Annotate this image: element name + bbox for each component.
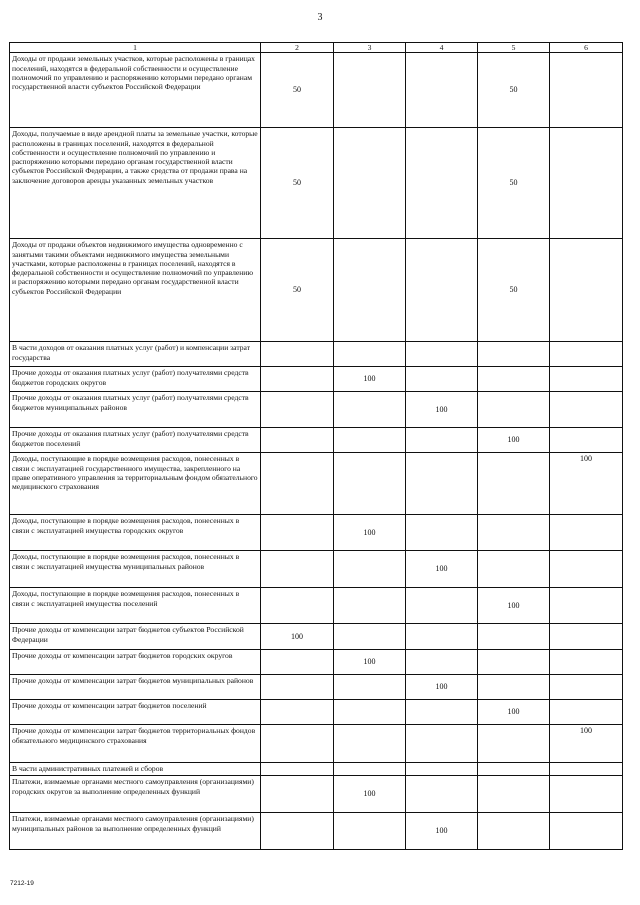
cell-value	[478, 453, 550, 515]
row-description: Доходы, поступающие в порядке возмещения расходов, понесенных в связи с эксплуатацией имущества поселений	[10, 588, 261, 624]
row-description: Доходы от продажи объектов недвижимого имущества одновременно с занятыми такими объектами недвижимого имущества земельными участками, которые расположены в границах поселений, находятся в федеральной собственности и осуществление полномочий по управлению и распоряжению которыми передано органам государственной власти субъектов Российской Федерации	[10, 239, 261, 342]
cell-value	[550, 551, 623, 588]
cell-value: 100	[334, 650, 406, 675]
cell-value	[478, 367, 550, 392]
table-row	[10, 428, 623, 453]
row-description: Платежи, взимаемые органами местного самоуправления (организациями) городских округов за выполнение определенных функций	[10, 776, 261, 813]
row-description: Прочие доходы от компенсации затрат бюджетов территориальных фондов обязательного медицинского страхования	[10, 725, 261, 763]
cell-value: 100	[406, 813, 478, 850]
col-header: 5	[478, 43, 550, 53]
cell-value	[406, 128, 478, 239]
page-number: 3	[317, 12, 323, 23]
row-description: Доходы от продажи земельных участков, которые расположены в границах поселений, находятся в федеральной собственности и осуществление полномочий по управлению и распоряжению которыми передано органам государственной власти субъектов Российской Федерации	[10, 53, 261, 128]
table-row	[10, 392, 623, 428]
cell-value	[334, 342, 406, 367]
cell-value	[478, 813, 550, 850]
table-row	[10, 367, 623, 392]
cell-value	[478, 392, 550, 428]
cell-value	[478, 551, 550, 588]
table-row	[10, 650, 623, 675]
cell-value	[550, 675, 623, 700]
cell-value	[334, 700, 406, 725]
cell-value	[261, 700, 334, 725]
cell-value	[550, 776, 623, 813]
row-description: Прочие доходы от оказания платных услуг (работ) получателями средств бюджетов поселений	[10, 428, 261, 453]
cell-value	[550, 428, 623, 453]
cell-value	[261, 392, 334, 428]
cell-value	[406, 453, 478, 515]
cell-value	[550, 624, 623, 650]
cell-value: 100	[478, 588, 550, 624]
cell-value	[550, 700, 623, 725]
col-header: 2	[261, 43, 334, 53]
cell-value	[478, 725, 550, 763]
col-header: 3	[334, 43, 406, 53]
cell-value	[406, 588, 478, 624]
row-description: Доходы, поступающие в порядке возмещения расходов, понесенных в связи с эксплуатацией государственного имущества, закрепленного на праве оперативного управления за территориальным фондом обязательного медицинского страхования	[10, 453, 261, 515]
col-header: 6	[550, 43, 623, 53]
cell-value	[550, 239, 623, 342]
cell-value	[406, 239, 478, 342]
cell-value	[334, 53, 406, 128]
cell-value	[406, 650, 478, 675]
cell-value	[478, 675, 550, 700]
cell-value	[406, 53, 478, 128]
cell-value	[261, 367, 334, 392]
cell-value	[261, 776, 334, 813]
table-row	[10, 725, 623, 763]
cell-value: 100	[334, 776, 406, 813]
cell-value	[334, 813, 406, 850]
cell-value	[334, 675, 406, 700]
cell-value	[550, 128, 623, 239]
cell-value: 100	[334, 515, 406, 551]
row-description: Платежи, взимаемые органами местного самоуправления (организациями) муниципальных районов за выполнение определенных функций	[10, 813, 261, 850]
table-row	[10, 588, 623, 624]
cell-value	[334, 551, 406, 588]
cell-value	[550, 392, 623, 428]
cell-value	[261, 675, 334, 700]
cell-value	[550, 367, 623, 392]
cell-value: 100	[550, 725, 623, 763]
cell-value: 50	[478, 53, 550, 128]
table-row	[10, 551, 623, 588]
cell-value	[550, 763, 623, 776]
cell-value	[261, 588, 334, 624]
cell-value: 100	[261, 624, 334, 650]
cell-value	[550, 813, 623, 850]
table-row	[10, 128, 623, 239]
table-row	[10, 700, 623, 725]
cell-value	[406, 763, 478, 776]
row-description: Прочие доходы от оказания платных услуг (работ) получателями средств бюджетов городских округов	[10, 367, 261, 392]
col-header: 1	[10, 43, 261, 53]
cell-value	[334, 453, 406, 515]
cell-value	[406, 428, 478, 453]
row-description: Прочие доходы от оказания платных услуг (работ) получателями средств бюджетов муниципальных районов	[10, 392, 261, 428]
cell-value	[406, 776, 478, 813]
row-description: Прочие доходы от компенсации затрат бюджетов городских округов	[10, 650, 261, 675]
table-row	[10, 813, 623, 850]
cell-value	[478, 763, 550, 776]
cell-value	[406, 624, 478, 650]
cell-value	[334, 428, 406, 453]
table-row	[10, 675, 623, 700]
cell-value	[334, 763, 406, 776]
cell-value	[406, 725, 478, 763]
cell-value	[478, 515, 550, 551]
cell-value	[334, 624, 406, 650]
table-row	[10, 53, 623, 128]
cell-value: 100	[478, 700, 550, 725]
cell-value: 50	[261, 128, 334, 239]
cell-value	[406, 700, 478, 725]
cell-value	[261, 725, 334, 763]
cell-value	[478, 776, 550, 813]
row-description: Прочие доходы от компенсации затрат бюджетов поселений	[10, 700, 261, 725]
section-heading: В части административных платежей и сборов	[10, 763, 261, 776]
table-row	[10, 763, 623, 776]
cell-value	[261, 763, 334, 776]
section-heading: В части доходов от оказания платных услуг (работ) и компенсации затрат государства	[10, 342, 261, 367]
cell-value: 100	[406, 551, 478, 588]
cell-value	[550, 588, 623, 624]
cell-value	[406, 367, 478, 392]
table-row	[10, 239, 623, 342]
row-description: Прочие доходы от компенсации затрат бюджетов муниципальных районов	[10, 675, 261, 700]
cell-value: 50	[478, 239, 550, 342]
cell-value	[261, 650, 334, 675]
cell-value	[334, 725, 406, 763]
cell-value	[261, 515, 334, 551]
cell-value: 100	[550, 453, 623, 515]
col-header: 4	[406, 43, 478, 53]
cell-value	[261, 428, 334, 453]
cell-value: 100	[406, 392, 478, 428]
cell-value: 50	[261, 239, 334, 342]
table-row	[10, 776, 623, 813]
cell-value	[261, 813, 334, 850]
cell-value	[406, 515, 478, 551]
row-description: Доходы, получаемые в виде арендной платы за земельные участки, которые расположены в границах поселений, находятся в федеральной собственности и осуществление полномочий по управлению и распоряжению которыми передано органам государственной власти субъектов Российской Федерации, а также средства от продажи права на заключение договоров аренды указанных земельных участков	[10, 128, 261, 239]
document-code: 7212-19	[10, 880, 34, 887]
cell-value	[550, 342, 623, 367]
table-row	[10, 515, 623, 551]
cell-value	[550, 650, 623, 675]
row-description: Доходы, поступающие в порядке возмещения расходов, понесенных в связи с эксплуатацией имущества муниципальных районов	[10, 551, 261, 588]
header-row	[10, 43, 623, 53]
cell-value	[261, 342, 334, 367]
table-row	[10, 342, 623, 367]
cell-value	[478, 342, 550, 367]
budget-allocation-table	[9, 42, 623, 850]
cell-value	[478, 624, 550, 650]
table-row	[10, 453, 623, 515]
cell-value	[334, 588, 406, 624]
cell-value: 100	[406, 675, 478, 700]
cell-value	[334, 239, 406, 342]
cell-value	[334, 392, 406, 428]
cell-value: 50	[261, 53, 334, 128]
cell-value: 100	[478, 428, 550, 453]
cell-value: 100	[334, 367, 406, 392]
cell-value	[334, 128, 406, 239]
cell-value: 50	[478, 128, 550, 239]
cell-value	[550, 53, 623, 128]
row-description: Прочие доходы от компенсации затрат бюджетов субъектов Российской Федерации	[10, 624, 261, 650]
row-description: Доходы, поступающие в порядке возмещения расходов, понесенных в связи с эксплуатацией имущества городских округов	[10, 515, 261, 551]
cell-value	[261, 453, 334, 515]
cell-value	[406, 342, 478, 367]
cell-value	[478, 650, 550, 675]
table-row	[10, 624, 623, 650]
cell-value	[550, 515, 623, 551]
cell-value	[261, 551, 334, 588]
